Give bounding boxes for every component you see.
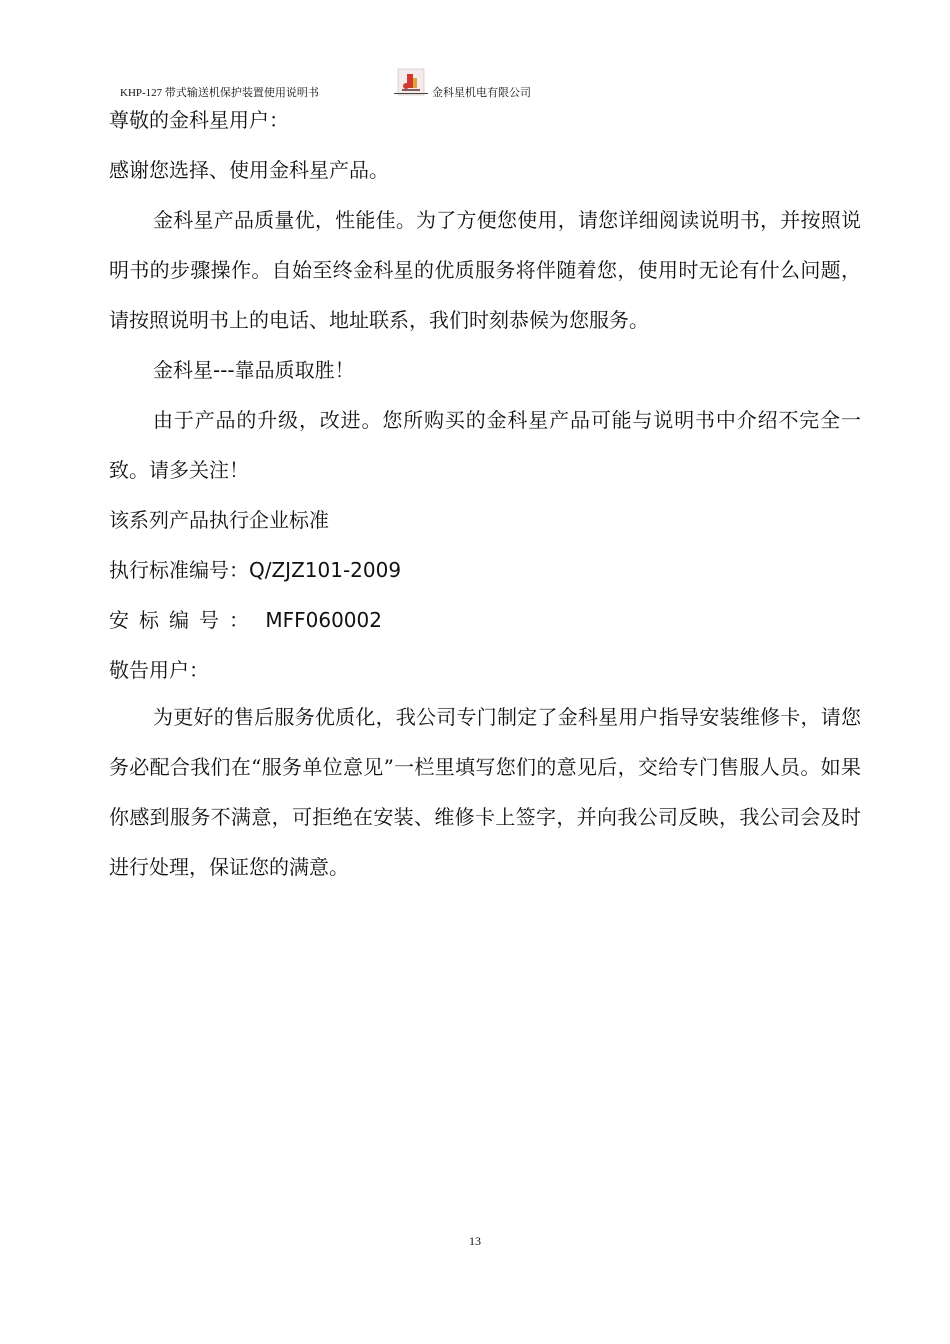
document-title: KHP-127 带式输送机保护装置使用说明书 bbox=[120, 87, 319, 99]
notice-paragraph: 为更好的售后服务优质化，我公司专门制定了金科星用户指导安装维修卡，请您务必配合我们在“服务单位意见”一栏里填写您们的意见后，交给专门售服人员。如果你感到服务不满意，可拒绝在安装、维修卡上签字，并向我公司反映，我公司会及时进行处理，保证您的满意。 bbox=[109, 705, 861, 879]
standard-number-value: Q/ZJZ101-2009 bbox=[249, 558, 402, 582]
safety-number-label: 安标编号： bbox=[109, 608, 259, 632]
page-number: 13 bbox=[469, 1234, 481, 1248]
standard-line: 该系列产品执行企业标准 bbox=[109, 508, 329, 532]
thanks-line: 感谢您选择、使用金科星产品。 bbox=[109, 158, 389, 182]
standard-number-line bbox=[109, 545, 861, 595]
standard-number-label: 执行标准编号： bbox=[109, 558, 249, 582]
quality-paragraph: 金科星产品质量优，性能佳。为了方便您使用，请您详细阅读说明书，并按照说明书的步骤操作。自始至终金科星的优质服务将伴随着您，使用时无论有什么问题，请按照说明书上的电话、地址联系，我们时刻恭候为您服务。 bbox=[109, 208, 861, 332]
company-logo-icon bbox=[397, 68, 425, 96]
safety-number-line bbox=[109, 595, 861, 645]
upgrade-paragraph: 由于产品的升级，改进。您所购买的金科星产品可能与说明书中介绍不完全一致。请多关注！ bbox=[109, 408, 861, 482]
notice-heading: 敬告用户： bbox=[109, 658, 209, 682]
safety-number-value: MFF060002 bbox=[265, 608, 382, 632]
header-rule bbox=[394, 93, 428, 94]
letter-body bbox=[109, 95, 861, 695]
greeting-line: 尊敬的金科星用户： bbox=[109, 108, 289, 132]
notice-section bbox=[109, 692, 861, 892]
slogan-line: 金科星---靠品质取胜！ bbox=[153, 358, 355, 382]
company-name: 金科星机电有限公司 bbox=[432, 87, 531, 99]
